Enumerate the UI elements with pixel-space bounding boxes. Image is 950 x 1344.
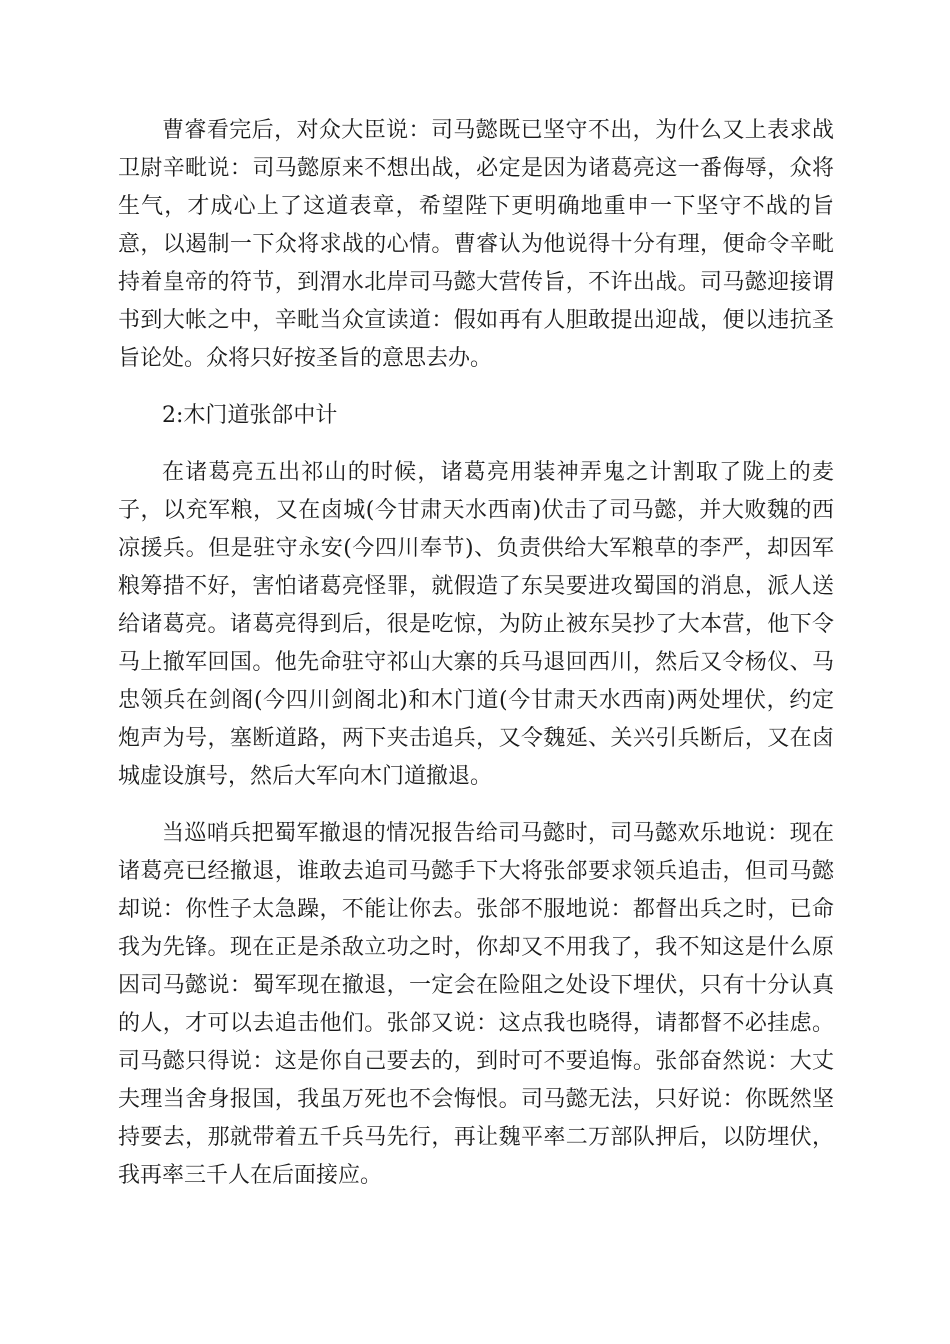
section-heading: 2:木门道张郃中计	[162, 403, 338, 428]
paragraph-1: 曹睿看完后，对众大臣说：司马懿既已坚守不出，为什么又上表求战卫尉辛毗说：司马懿原来不想出战，必定是因为诸葛亮这一番侮辱，众将生气，才成心上了这道表章，希望陛下更明确地重申一下坚守不战的旨意，以遏制一下众将求战的心情。曹睿认为他说得十分有理，便命令辛毗持着皇帝的符节，到渭水北岸司马懿大营传旨，不许出战。司马懿迎接谓书到大帐之中，辛毗当众宣读道：假如再有人胆敢提出迎战，便以违抗圣旨论处。众将只好按圣旨的意思去办。	[118, 118, 834, 371]
document-page	[118, 112, 834, 1214]
paragraph-3: 当巡哨兵把蜀军撤退的情况报告给司马懿时，司马懿欢乐地说：现在诸葛亮已经撤退，谁敢去追司马懿手下大将张郃要求领兵追击，但司马懿却说：你性子太急躁，不能让你去。张郃不服地说：都督出兵之时，已命我为先锋。现在正是杀敌立功之时，你却又不用我了，我不知这是什么原因司马懿说：蜀军现在撤退，一定会在险阻之处设下埋伏，只有十分认真的人，才可以去追击他们。张郃又说：这点我也晓得，请都督不必挂虑。司马懿只得说：这是你自己要去的，到时可不要追悔。张郃奋然说：大丈夫理当舍身报国，我虽万死也不会悔恨。司马懿无法，只好说：你既然坚持要去，那就带着五千兵马先行，再让魏平率二万部队押后，以防埋伏，我再率三千人在后面接应。	[118, 821, 834, 1188]
paragraph-2: 在诸葛亮五出祁山的时候，诸葛亮用装神弄鬼之计割取了陇上的麦子，以充军粮，又在卤城(今甘肃天水西南)伏击了司马懿，并大败魏的西凉援兵。但是驻守永安(今四川奉节)、负责供给大军粮草的李严，却因军粮筹措不好，害怕诸葛亮怪罪，就假造了东吴要进攻蜀国的消息，派人送给诸葛亮。诸葛亮得到后，很是吃惊，为防止被东吴抄了大本营，他下令马上撤军回国。他先命驻守祁山大寨的兵马退回西川，然后又令杨仪、马忠领兵在剑阁(今四川剑阁北)和木门道(今甘肃天水西南)两处埋伏，约定炮声为号，塞断道路，两下夹击追兵，又令魏延、关兴引兵断后，又在卤城虚设旗号，然后大军向木门道撤退。	[118, 460, 834, 789]
